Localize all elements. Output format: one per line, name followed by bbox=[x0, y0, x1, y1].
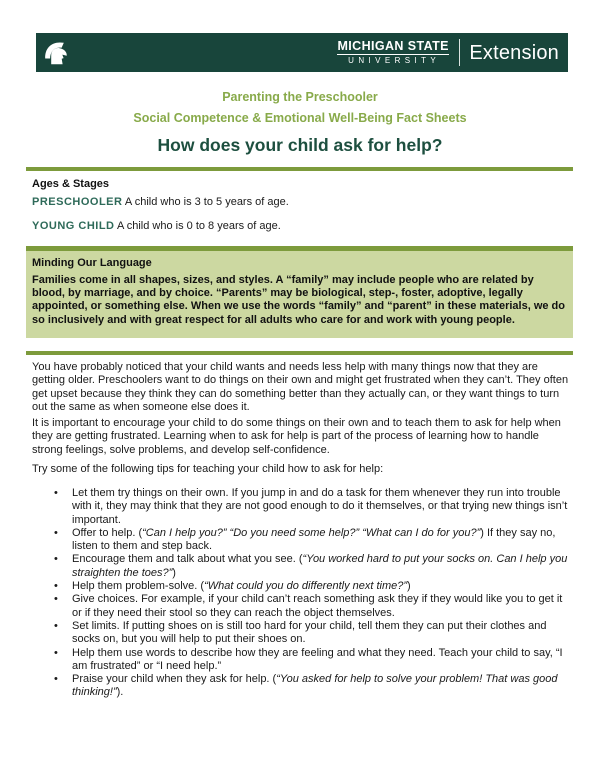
list-item: • Help them use words to describe how they are feeling and what they need. Teach your child to say, “I am frustrated” or “I need help.” bbox=[52, 647, 569, 674]
list-item: • Let them try things on their own. If you jump in and do a task for them whenever they run into trouble with it, they may think that they are not good enough to do it themselves, or that trying new things isn’t important. bbox=[52, 487, 569, 527]
list-item: • Give choices. For example, if your child can’t reach something ask they if they would like you to get it or if they need their stool so they can reach the object themselves. bbox=[52, 593, 569, 620]
header-brand-group bbox=[337, 39, 568, 66]
wordmark-line1: MICHIGAN STATE bbox=[337, 40, 448, 55]
extension-brand-label: Extension bbox=[469, 41, 559, 64]
header-band bbox=[36, 33, 568, 72]
section-rule-top bbox=[26, 167, 573, 171]
minding-our-language-box bbox=[26, 246, 573, 338]
age-term: PRESCHOOLER bbox=[32, 196, 123, 208]
body-paragraph: You have probably noticed that your child wants and needs less help with many things now that they are getting older. Preschoolers want to do things on their own and might get frustrated when they can’t. They often get upset because they think they can do something better than they actually can, or they want things to turn out the same as when someone else does it. bbox=[32, 361, 569, 413]
minding-our-language-heading: Minding Our Language bbox=[32, 257, 152, 269]
minding-our-language-body: Families come in all shapes, sizes, and styles. A “family” may include people who are related by blood, by marriage, and by choice. “Parents” may be biological, step-, foster, adoptive, legally appointed, or something else. When we use the words “family” and “parent” in these materials, we do so inclusively and with great respect for all adults who care for and work with young people. bbox=[32, 274, 565, 326]
list-item: • Encourage them and talk about what you see. (“You worked hard to put your socks on. Can I help you straighten the toes?”) bbox=[52, 553, 569, 580]
tips-intro: Try some of the following tips for teaching your child how to ask for help: bbox=[32, 463, 384, 475]
list-item: • Set limits. If putting shoes on is still too hard for your child, tell them they can put their clothes and socks on, but you will help to put their shoes on. bbox=[52, 620, 569, 647]
list-item: • Help them problem-solve. (“What could you do differently next time?”) bbox=[52, 580, 569, 593]
wordmark-line2: UNIVERSITY bbox=[348, 56, 441, 66]
age-term: YOUNG CHILD bbox=[32, 220, 115, 232]
tips-list bbox=[52, 487, 569, 700]
page-title: How does your child ask for help? bbox=[157, 135, 443, 155]
ages-stages-item bbox=[32, 220, 281, 232]
series-title: Parenting the Preschooler bbox=[222, 90, 378, 104]
age-definition: A child who is 3 to 5 years of age. bbox=[122, 196, 289, 208]
subseries-title: Social Competence & Emotional Well-Being Fact Sheets bbox=[133, 111, 467, 125]
list-item: • Offer to help. (“Can I help you?” “Do you need some help?” “What can I do for you?”) If they say no, listen to them and step back. bbox=[52, 527, 569, 554]
msu-wordmark bbox=[337, 40, 448, 65]
ages-stages-item bbox=[32, 196, 289, 208]
ages-stages-heading: Ages & Stages bbox=[32, 178, 110, 190]
section-rule-body bbox=[26, 351, 573, 355]
age-definition: A child who is 0 to 8 years of age. bbox=[114, 220, 281, 232]
header-divider bbox=[459, 39, 461, 66]
spartan-helmet-icon bbox=[42, 38, 72, 68]
list-item: • Praise your child when they ask for help. (“You asked for help to solve your problem! That was good thinking!”). bbox=[52, 673, 569, 700]
body-paragraph: It is important to encourage your child to do some things on their own and to teach them to ask for help when they are getting frustrated. Learning when to ask for help is part of the process of learning how to handle strong feelings, solve problems, and develop self-confidence. bbox=[32, 417, 561, 456]
